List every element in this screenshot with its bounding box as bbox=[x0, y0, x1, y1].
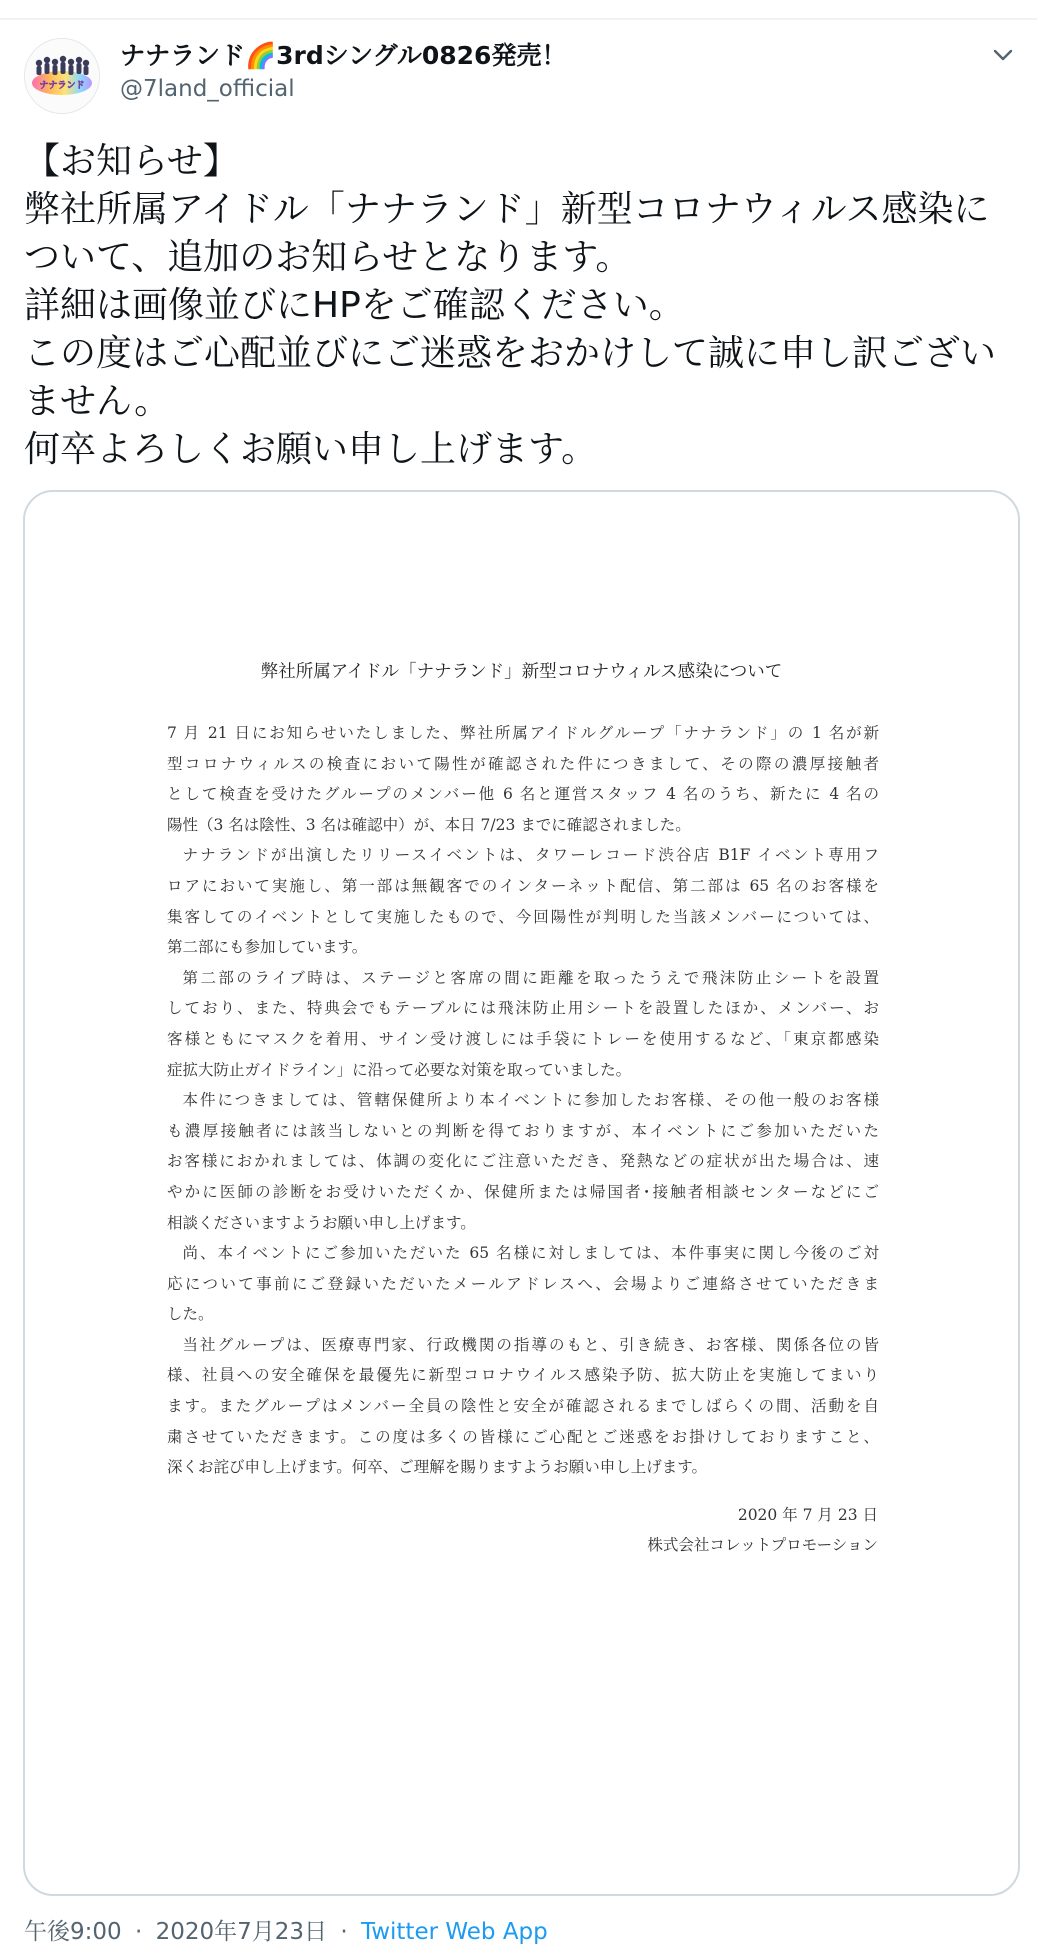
document-line: 相談くださいますようお願い申し上げます。 bbox=[167, 1213, 476, 1232]
document-line: 集客してのイベントとして実施したもので、今回陽性が判明した当該メンバーについては、 bbox=[167, 907, 879, 926]
meta-separator: · bbox=[340, 1919, 348, 1945]
document-line: しており、また、特典会でもテーブルには飛沫防止用シートを設置したほか、メンバー、お bbox=[167, 999, 879, 1018]
tweet-line: 詳細は画像並びにHPをご確認ください。 bbox=[24, 285, 685, 326]
document-paragraph bbox=[167, 1238, 879, 1330]
top-divider bbox=[0, 18, 1037, 20]
document-line: 7 月 21 日にお知らせいたしました、弊社所属アイドルグループ「ナナランド」の 1 名が新 bbox=[167, 724, 879, 742]
document-line: 陽性（3 名は陰性、3 名は確認中）が、本日 7/23 までに確認されました。 bbox=[167, 815, 691, 834]
document-date: 2020 年 7 月 23 日 bbox=[737, 1506, 878, 1524]
document-line: 尚、本イベントにご参加いただいた 65 名様に対しましては、本件事実に関し今後のご対 bbox=[182, 1244, 879, 1263]
document-line: として検査を受けたグループのメンバー他 6 名と運営スタッフ 4 名のうち、新たに 4 名の bbox=[167, 785, 879, 804]
document-line: も濃厚接触者には該当しないとの判断を得ておりますが、本イベントにご参加いただいた bbox=[167, 1121, 879, 1140]
document-line: 客様ともにマスクを着用、サイン受け渡しには手袋にトレーを使用するなど、「東京都感染 bbox=[167, 1029, 879, 1048]
tweet-source-link[interactable]: Twitter Web App bbox=[360, 1919, 548, 1945]
tweet-line: この度はご心配並びにご迷惑をおかけして誠に申し訳ござい bbox=[24, 333, 997, 374]
document-title: 弊社所属アイドル「ナナランド」新型コロナウィルス感染について bbox=[260, 662, 783, 682]
tweet-line: ません。 bbox=[24, 381, 171, 422]
document-line: 本件につきましては、管轄保健所より本イベントに参加したお客様、その他一般のお客様 bbox=[182, 1091, 879, 1110]
document-line: やかに医師の診断をお受けいただくか、保健所または帰国者･接触者相談センターなどにご bbox=[167, 1182, 879, 1201]
tweet-text bbox=[24, 138, 1024, 474]
document-line: した。 bbox=[167, 1305, 214, 1324]
more-options-button[interactable] bbox=[986, 40, 1020, 70]
tweet-date[interactable]: 2020年7月23日 bbox=[155, 1919, 328, 1945]
document-line: 型コロナウィルスの検査において陽性が確認された件につきまして、その際の濃厚接触者 bbox=[167, 754, 879, 773]
document-paragraph bbox=[167, 963, 879, 1085]
document-line: ロアにおいて実施し、第一部は無観客でのインターネット配信、第二部は 65 名のお客様を bbox=[167, 876, 879, 895]
meta-separator: · bbox=[134, 1919, 143, 1945]
document-line: 深くお詫び申し上げます。何卒、ご理解を賜りますようお願い申し上げます。 bbox=[167, 1458, 708, 1477]
group-logo-icon bbox=[25, 39, 99, 113]
document-line: 第二部のライブ時は、ステージと客席の間に距離を取ったうえで飛沫防止シートを設置 bbox=[182, 968, 879, 987]
tweet-line: 【お知らせ】 bbox=[24, 141, 239, 182]
document-line: お客様におかれましては、体調の変化にご注意いただき、発熱などの症状が出た場合は、速 bbox=[167, 1152, 879, 1171]
document-line: 応について事前にご登録いただいたメールアドレスへ、会場よりご連絡させていただきま bbox=[167, 1274, 879, 1293]
tweet-line: ついて、追加のお知らせとなります。 bbox=[24, 237, 632, 278]
tweet-line: 何卒よろしくお願い申し上げます。 bbox=[24, 429, 598, 470]
document-paragraph bbox=[167, 1330, 879, 1483]
document-paragraph bbox=[167, 718, 879, 840]
document-line: ます。またグループはメンバー全員の陰性と安全が確認されるまでしばらくの間、活動を自 bbox=[167, 1397, 879, 1416]
document-line: 第二部にも参加しています。 bbox=[167, 938, 368, 957]
tweet-line: 弊社所属アイドル「ナナランド」新型コロナウィルス感染に bbox=[24, 189, 990, 230]
document-company: 株式会社コレットプロモーション bbox=[647, 1536, 878, 1554]
document-line: ナナランドが出演したリリースイベントは、タワーレコード渋谷店 B1F イベント専用フ bbox=[182, 846, 879, 865]
document-paragraph bbox=[167, 1085, 879, 1238]
document-line: 症拡大防止ガイドライン」に沿って必要な対策を取っていました。 bbox=[167, 1060, 632, 1079]
document-line: 様、社員への安全確保を最優先に新型コロナウイルス感染予防、拡大防止を実施してまいり bbox=[167, 1366, 879, 1385]
document-line: 粛させていただきます。この度は多くの皆様にご心配とご迷惑をお掛けしておりますこと、 bbox=[167, 1427, 879, 1446]
user-handle[interactable]: @7land_official bbox=[120, 76, 295, 102]
tweet-time[interactable]: 午後9:00 bbox=[24, 1919, 122, 1945]
document-line: 当社グループは、医療専門家、行政機関の指導のもと、引き続き、お客様、関係各位の皆 bbox=[182, 1335, 879, 1354]
document-paragraph bbox=[167, 840, 879, 962]
tweet-meta bbox=[24, 1915, 548, 1949]
tweet-image[interactable] bbox=[23, 490, 1020, 1896]
display-name[interactable]: ナナランド🌈3rdシングル0826発売！ bbox=[120, 41, 567, 70]
chevron-down-icon bbox=[986, 40, 1020, 70]
logo-text: ナナランド bbox=[39, 81, 85, 91]
avatar[interactable] bbox=[24, 38, 100, 114]
document-body bbox=[167, 718, 879, 1483]
